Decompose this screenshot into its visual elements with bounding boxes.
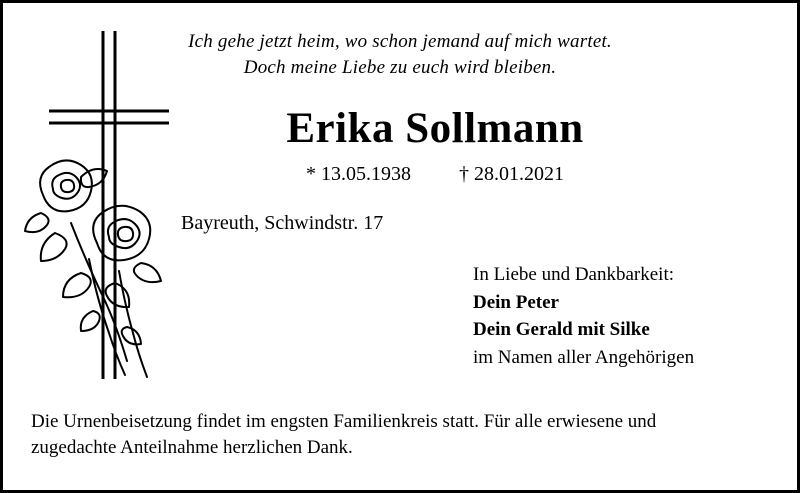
cross-icon <box>49 31 169 379</box>
birth-date: * 13.05.1938 <box>306 163 411 186</box>
epitaph-line-2: Doch meine Liebe zu euch wird bleiben. <box>243 56 557 78</box>
deceased-name: Erika Sollmann <box>286 105 584 153</box>
death-date: † 28.01.2021 <box>459 163 564 186</box>
mourner-line-3: im Namen aller Angehörigen <box>473 346 695 368</box>
address: Bayreuth, Schwindstr. 17 <box>181 212 384 235</box>
roses-bouquet-icon <box>25 160 161 377</box>
epitaph-line-1: Ich gehe jetzt heim, wo schon jemand auf mich wartet. <box>188 31 612 52</box>
tribute-block <box>473 261 797 371</box>
funeral-note <box>31 409 769 462</box>
memorial-artwork <box>19 27 189 387</box>
mourner-line-2: Dein Gerald mit Silke <box>473 319 650 341</box>
tribute-heading: In Liebe und Dankbarkeit: <box>473 264 675 286</box>
funeral-note-line-2: zugedachte Anteilnahme herzlichen Dank. <box>31 437 353 459</box>
cross-and-roses-illustration <box>19 27 189 387</box>
mourner-line-1: Dein Peter <box>473 291 559 313</box>
funeral-note-line-1: Die Urnenbeisetzung findet im engsten Familienkreis statt. Für alle erwiesene und <box>31 410 657 432</box>
